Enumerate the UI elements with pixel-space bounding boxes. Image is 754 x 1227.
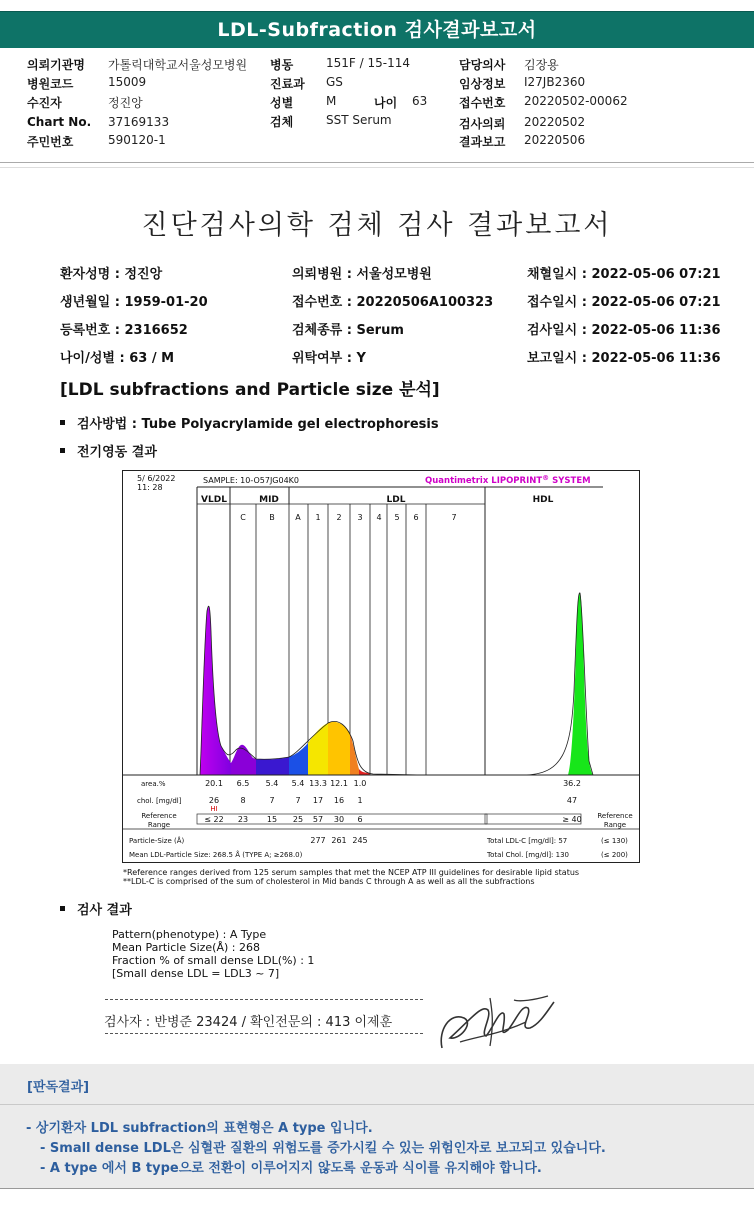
row-label: Range: [603, 821, 627, 829]
info-label: 결과보고: [459, 135, 506, 149]
interpretation-panel: [0, 1064, 754, 1188]
patient-field: 나이/성별 : 63 / M: [60, 351, 175, 366]
band-label: 2: [336, 513, 342, 522]
ldl4-peak: [359, 769, 370, 775]
info-label: 성별: [270, 96, 294, 110]
chart-date: 5/ 6/2022: [137, 474, 176, 483]
info-value: I27JB2360: [524, 75, 586, 89]
dashed-rule: [105, 999, 423, 1000]
patient-field: 생년월일 : 1959-01-20: [60, 295, 208, 310]
mid-a-peak: [289, 743, 308, 775]
area-value: 5.4: [291, 779, 305, 788]
info-value: 151F / 15-114: [326, 56, 410, 70]
reference-value: 6: [357, 815, 363, 824]
info-value: 590120-1: [108, 133, 166, 147]
hdl-peak: [568, 593, 593, 775]
particle-size-value: 277: [310, 836, 326, 845]
chart-time: 11: 28: [137, 483, 163, 492]
info-label: 주민번호: [27, 135, 74, 149]
signature-image: [430, 990, 570, 1060]
area-value: 6.5: [236, 779, 250, 788]
area-value: 5.4: [265, 779, 279, 788]
chol-value: 7: [295, 796, 301, 805]
info-value: 63: [412, 94, 428, 108]
row-label: Reference: [597, 812, 633, 820]
interpretation-line: - A type 에서 B type으로 전환이 이루어지지 않도록 운동과 식이를 유지해야 합니다.: [40, 1161, 542, 1176]
total-ldl-label: Total LDL-C [mg/dl]: 57: [487, 837, 568, 845]
chol-value: 47: [566, 796, 578, 805]
patient-field: 위탁여부 : Y: [292, 351, 366, 366]
info-label: 임상정보: [459, 77, 506, 91]
ldl3-peak: [350, 733, 359, 775]
results-item: [60, 899, 132, 918]
row-label: Reference: [141, 812, 177, 820]
chart-brand: Quantimetrix LIPOPRINT® SYSTEM: [425, 474, 591, 486]
mid-b-peak: [256, 757, 289, 775]
info-label: 검사의뢰: [459, 117, 506, 131]
area-value: 12.1: [330, 779, 348, 788]
chol-flag: HI: [210, 805, 218, 813]
info-label: 병동: [270, 58, 294, 72]
footnote: *Reference ranges derived from 125 serum samples that met the NCEP ATP III guidelines for desirable lipid status: [123, 868, 580, 877]
group-label: LDL: [386, 495, 406, 505]
info-value: 20220502-00062: [524, 94, 628, 108]
result-line: Pattern(phenotype) : A Type: [112, 928, 267, 941]
ldl1-peak: [308, 723, 328, 775]
info-label: 수진자: [27, 96, 62, 110]
info-value: 37169133: [108, 115, 170, 129]
info-label: 나이: [374, 96, 398, 110]
band-label: 1: [315, 513, 321, 522]
method-text: 검사방법 : Tube Polyacrylamide gel electrophoresis: [77, 417, 439, 432]
chol-value: 1: [357, 796, 363, 805]
signature-line: 검사자 : 반병준 23424 / 확인전문의 : 413 이제훈: [104, 1015, 393, 1030]
footnote: **LDL-C is comprised of the sum of cholesterol in Mid bands C through A as well as all the subfractions: [123, 877, 535, 886]
patient-field: 채혈일시 : 2022-05-06 07:21: [527, 267, 721, 282]
divider: [0, 162, 754, 163]
row-label: area.%: [141, 780, 166, 788]
info-label: 접수번호: [459, 96, 506, 110]
group-label: VLDL: [201, 495, 227, 505]
band-label: 5: [394, 513, 400, 522]
area-value: 36.2: [563, 779, 581, 788]
total-chol-ref: (≤ 200): [601, 851, 628, 859]
reference-value: 23: [237, 815, 249, 824]
method-item: [60, 413, 439, 432]
result-line: [Small dense LDL = LDL3 ~ 7]: [112, 967, 280, 980]
chol-value: 7: [269, 796, 275, 805]
report-title: LDL-Subfraction 검사결과보고서: [0, 11, 754, 48]
patient-field: 접수일시 : 2022-05-06 07:21: [527, 295, 721, 310]
chol-value: 16: [333, 796, 345, 805]
band-label: A: [295, 513, 301, 522]
reference-value: 30: [333, 815, 345, 824]
band-label: B: [269, 513, 275, 522]
patient-field: 의뢰병원 : 서울성모병원: [292, 267, 432, 282]
group-label: MID: [259, 495, 279, 505]
total-chol-label: Total Chol. [mg/dl]: 130: [487, 851, 569, 859]
chart-svg: [123, 471, 639, 862]
particle-size-value: 245: [352, 836, 368, 845]
particle-size-label: Particle-Size (Å): [129, 837, 185, 845]
info-value: 20220506: [524, 133, 586, 147]
reference-value: 57: [312, 815, 324, 824]
divider: [0, 167, 754, 168]
particle-size-value: 261: [331, 836, 347, 845]
group-label: HDL: [532, 495, 554, 505]
electrophoresis-chart: [122, 470, 640, 863]
info-value: GS: [326, 75, 343, 89]
vldl-peak: [200, 606, 231, 775]
area-value: 20.1: [205, 779, 223, 788]
band-label: 3: [357, 513, 363, 522]
document-title: 진단검사의학 검체 검사 결과보고서: [141, 210, 613, 241]
reference-value: 15: [266, 815, 278, 824]
interpretation-line: - Small dense LDL은 심혈관 질환의 위험도를 증가시킬 수 있는 위험인자로 보고되고 있습니다.: [40, 1141, 606, 1156]
info-value: 15009: [108, 75, 147, 89]
info-label: 담당의사: [459, 58, 506, 72]
info-label: 의뢰기관명: [27, 58, 85, 72]
ldl2-peak: [328, 722, 350, 775]
chol-value: 8: [240, 796, 246, 805]
info-label: 진료과: [270, 77, 305, 91]
patient-field: 접수번호 : 20220506A100323: [292, 295, 494, 310]
patient-field: 등록번호 : 2316652: [60, 323, 188, 338]
info-value: 김장용: [524, 58, 559, 72]
electro-item: [60, 441, 157, 460]
density-trace: [200, 593, 593, 775]
row-label: chol. [mg/dl]: [137, 797, 182, 805]
info-value: 정진앙: [108, 96, 143, 110]
reference-value: 25: [292, 815, 304, 824]
info-value: 20220502: [524, 115, 586, 129]
band-label: 4: [376, 513, 382, 522]
electro-text: 전기영동 결과: [77, 445, 157, 460]
info-value: SST Serum: [326, 113, 392, 127]
divider: [0, 1188, 754, 1189]
patient-field: 보고일시 : 2022-05-06 11:36: [527, 351, 721, 366]
interpretation-heading: [판독결과]: [27, 1080, 90, 1095]
chol-value: 17: [312, 796, 324, 805]
band-label: 7: [451, 513, 457, 522]
divider: [0, 1104, 754, 1105]
result-line: Fraction % of small dense LDL(%) : 1: [112, 954, 315, 967]
info-label: 병원코드: [27, 77, 74, 91]
interpretation-line: - 상기환자 LDL subfraction의 표현형은 A type 입니다.: [26, 1121, 373, 1136]
area-value: 1.0: [353, 779, 367, 788]
band-label: 6: [413, 513, 419, 522]
info-value: M: [326, 94, 337, 108]
chol-value: 26: [208, 796, 220, 805]
info-label: 검체: [270, 115, 294, 129]
info-label: Chart No.: [27, 115, 92, 129]
section-title: [LDL subfractions and Particle size 분석]: [60, 380, 440, 400]
mean-size-label: Mean LDL-Particle Size: 268.5 Å (TYPE A; ≥268.0): [129, 851, 303, 859]
reference-value: ≤ 22: [204, 815, 224, 824]
reference-value: ≥ 40: [562, 815, 582, 824]
info-value: 가톨릭대학교서울성모병원: [108, 58, 248, 72]
patient-field: 검체종류 : Serum: [292, 323, 404, 338]
total-ldl-ref: (≤ 130): [601, 837, 628, 845]
chart-sample: SAMPLE: 10-O57JG04K0: [203, 476, 300, 485]
row-label: Range: [147, 821, 171, 829]
area-value: 13.3: [309, 779, 327, 788]
patient-field: 검사일시 : 2022-05-06 11:36: [527, 323, 721, 338]
results-title: 검사 결과: [77, 903, 132, 918]
patient-field: 환자성명 : 정진앙: [60, 267, 163, 282]
band-label: C: [240, 513, 246, 522]
result-line: Mean Particle Size(Å) : 268: [112, 941, 260, 954]
dashed-rule: [105, 1033, 423, 1034]
